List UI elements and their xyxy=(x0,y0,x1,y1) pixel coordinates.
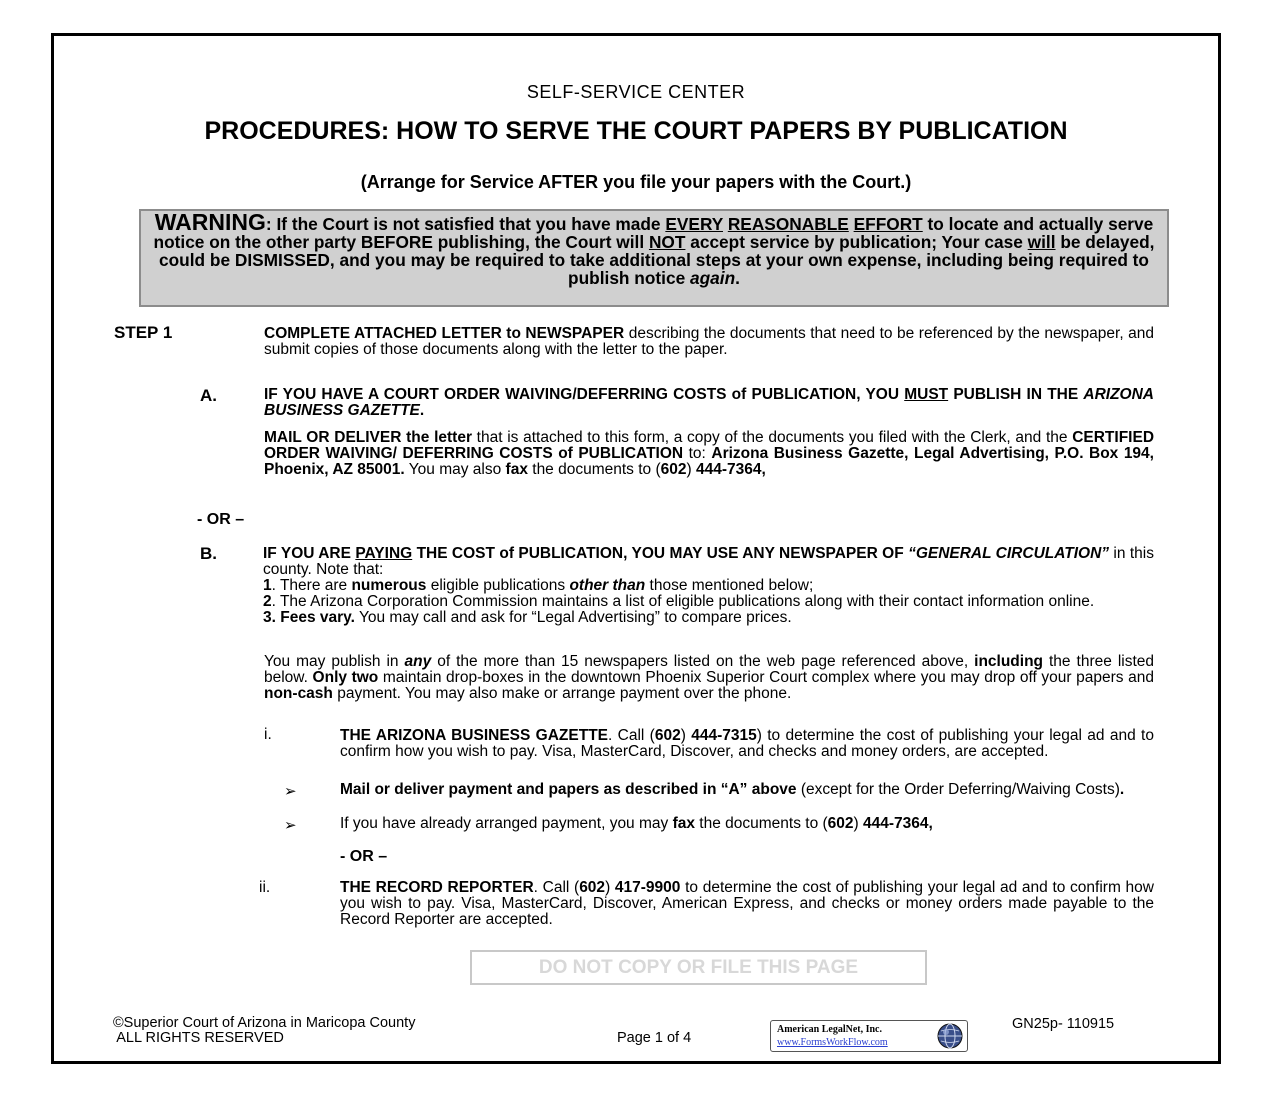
gazette-italic: ARIZONA BUSINESS GAZETTE xyxy=(264,386,1154,419)
section-a-text: . xyxy=(419,402,425,419)
step1-bold: COMPLETE ATTACHED LETTER to NEWSPAPER xyxy=(264,325,625,342)
mail-text: You may also xyxy=(404,461,506,478)
gazette-name: THE ARIZONA BUSINESS GAZETTE xyxy=(340,727,609,744)
general-circulation: “GENERAL CIRCULATION” xyxy=(908,545,1110,562)
bullet-bold: Mail or deliver payment and papers as described in “A” above xyxy=(340,781,797,798)
mail-text: ) xyxy=(686,461,696,478)
gazette-phone: 444-7315 xyxy=(691,727,757,744)
or-divider: - OR – xyxy=(197,511,245,528)
area-code: 602 xyxy=(654,727,681,744)
item-i-desc: . Call ( xyxy=(608,727,655,744)
certified-order: CERTIFIED ORDER WAIVING/ DEFERRING COSTS of PUBLICATION xyxy=(264,429,1155,462)
step1-label: STEP 1 xyxy=(114,323,173,342)
arrow-bullet-icon: ➢ xyxy=(284,817,297,834)
note-1-text: eligible publications xyxy=(426,577,570,594)
warning-box xyxy=(139,209,1169,307)
bullet-text: (except for the Order Deferring/Waiving Costs) xyxy=(796,781,1120,798)
warning-text: to locate and actually serve notice on the other party BEFORE publishing, the Court will xyxy=(153,214,1154,252)
page-title: PROCEDURES: HOW TO SERVE THE COURT PAPERS BY PUBLICATION xyxy=(204,117,1068,145)
item-ii-desc: to determine the cost of publishing your legal ad and to confirm how you wish to pay. Visa, MasterCard, Discover, American Express, and checks or money orders made payable to the Record Reporter are accepted. xyxy=(340,879,1154,928)
section-a-mail-instructions xyxy=(264,430,1154,478)
fees-vary: 3. Fees vary. xyxy=(263,609,355,626)
record-reporter-phone: 417-9900 xyxy=(614,879,681,896)
area-code: 602 xyxy=(660,461,687,478)
page-subtitle: (Arrange for Service AFTER you file your papers with the Court.) xyxy=(360,172,912,192)
fax-bold: fax xyxy=(672,815,695,832)
arrow-bullet-icon: ➢ xyxy=(284,783,297,800)
section-b-text: . Note that: xyxy=(307,561,384,578)
note-1-text: . There are xyxy=(271,577,352,594)
paying-underline: PAYING xyxy=(355,545,413,562)
section-b-heading xyxy=(263,546,1154,578)
gazette-address: Arizona Business Gazette, Legal Advertising, P.O. Box 194, Phoenix, AZ 85001. xyxy=(264,445,1154,478)
note-1 xyxy=(263,578,1154,594)
including-bold: including xyxy=(974,653,1044,670)
warning-underline: NOT xyxy=(648,232,686,252)
note-1-text: those mentioned below; xyxy=(645,577,814,594)
warning-text: accept service by publication; Your case xyxy=(685,232,1028,252)
mail-text: that is attached to this form, a copy of the documents you filed with the Clerk, and the xyxy=(471,429,1073,446)
section-b-label: B. xyxy=(200,544,217,563)
step1-text xyxy=(264,326,1154,358)
bullet-text: ) xyxy=(853,815,864,832)
publish-text: of the more than 15 newspapers listed on the web page referenced above, xyxy=(431,653,975,670)
section-b-text: in this county xyxy=(263,545,1154,578)
warning-label: WARNING xyxy=(154,209,266,235)
fax-number: 444-7364, xyxy=(695,461,766,478)
non-cash-bold: non-cash xyxy=(264,685,333,702)
globe-icon xyxy=(937,1023,963,1049)
bullet-fax xyxy=(340,816,1154,832)
record-reporter-name: THE RECORD REPORTER xyxy=(340,879,534,896)
area-code: 602 xyxy=(579,879,606,896)
numerous-bold: numerous xyxy=(351,577,427,594)
item-ii-desc: . Call ( xyxy=(533,879,580,896)
section-b-text: THE COST of PUBLICATION, YOU MAY USE ANY NEWSPAPER OF xyxy=(412,545,909,562)
item-ii-text xyxy=(340,880,1154,928)
area-code: 602 xyxy=(827,815,854,832)
do-not-copy-stamp: DO NOT COPY OR FILE THIS PAGE xyxy=(470,950,927,985)
mail-text: to: xyxy=(683,445,712,462)
note-2-text: . The Arizona Corporation Commission maintains a list of eligible publications along with their contact information online. xyxy=(271,593,1095,610)
item-ii-label: ii. xyxy=(259,879,271,896)
footer-copyright xyxy=(113,1016,415,1046)
form-code: GN25p- 110915 xyxy=(1012,1016,1115,1032)
publish-text: the three listed below. xyxy=(264,653,1155,686)
item-i-label: i. xyxy=(264,726,272,743)
item-ii-desc: ) xyxy=(605,879,615,896)
fax-bold: fax xyxy=(505,461,528,478)
mail-text: the documents to ( xyxy=(527,461,661,478)
logo-company-name: American LegalNet, Inc. xyxy=(777,1024,882,1035)
document-page xyxy=(51,33,1221,1064)
only-two-bold: Only two xyxy=(312,669,379,686)
warning-text: be delayed, could be DISMISSED, and you may be required to take additional steps at your own expense, including being required to publish notice xyxy=(159,232,1155,288)
note-2-num: 2 xyxy=(263,593,272,610)
note-3 xyxy=(263,610,1154,626)
section-a-heading xyxy=(264,387,1154,419)
legalnet-logo[interactable] xyxy=(770,1020,968,1052)
section-a-text: IF YOU HAVE A COURT ORDER WAIVING/DEFERRING COSTS of PUBLICATION, YOU xyxy=(264,386,905,403)
copyright-line: ©Superior Court of Arizona in Maricopa County xyxy=(113,1015,416,1031)
header-center-name: SELF-SERVICE CENTER xyxy=(526,82,746,102)
warning-text: : If the Court is not satisfied that you have made xyxy=(265,214,666,234)
bullet-text: the documents to ( xyxy=(694,815,828,832)
warning-underline: REASONABLE xyxy=(727,214,849,234)
note-2 xyxy=(263,594,1154,610)
warning-again: again xyxy=(689,268,736,288)
any-emphasis: any xyxy=(404,653,432,670)
bullet-mail-deliver xyxy=(340,782,1154,798)
page-number: Page 1 of 4 xyxy=(617,1030,692,1046)
warning-underline: EVERY xyxy=(665,214,723,234)
publish-text: payment. You may also make or arrange payment over the phone. xyxy=(332,685,792,702)
mail-bold: MAIL OR DELIVER the letter xyxy=(264,429,472,446)
publish-text: You may publish in xyxy=(264,653,405,670)
note-1-num: 1 xyxy=(263,577,272,594)
warning-underline: will xyxy=(1027,232,1056,252)
item-i-text xyxy=(340,728,1154,760)
item-i-desc: ) to determine the cost of publishing your legal ad and to confirm how you wish to pay. Visa, MasterCard, Discover, and checks and money orders, are accepted. xyxy=(340,727,1154,760)
publish-paragraph xyxy=(264,654,1154,702)
section-b-text: IF YOU ARE xyxy=(263,545,356,562)
must-underline: MUST xyxy=(904,386,949,403)
section-a-label: A. xyxy=(200,386,217,405)
bullet-text: If you have already arranged payment, you may xyxy=(340,815,673,832)
publish-text: maintain drop-boxes in the downtown Phoenix Superior Court complex where you may drop off your papers and xyxy=(378,669,1154,686)
or-divider: - OR – xyxy=(340,848,388,865)
warning-underline: EFFORT xyxy=(853,214,923,234)
note-3-text: You may call and ask for “Legal Advertising” to compare prices. xyxy=(354,609,792,626)
rights-line: ALL RIGHTS RESERVED xyxy=(113,1030,284,1046)
fax-number: 444-7364, xyxy=(863,815,933,832)
step1-desc: describing the documents that need to be referenced by the newspaper, and submit copies of those documents along with the letter to the paper. xyxy=(264,325,1154,358)
section-b-block xyxy=(263,546,1154,626)
other-than: other than xyxy=(569,577,646,594)
item-i-desc: ) xyxy=(680,727,692,744)
logo-url-link[interactable]: www.FormsWorkFlow.com xyxy=(777,1037,888,1048)
bullet-end: . xyxy=(1119,781,1125,798)
section-a-text: PUBLISH IN THE xyxy=(948,386,1084,403)
warning-text: . xyxy=(735,268,740,288)
